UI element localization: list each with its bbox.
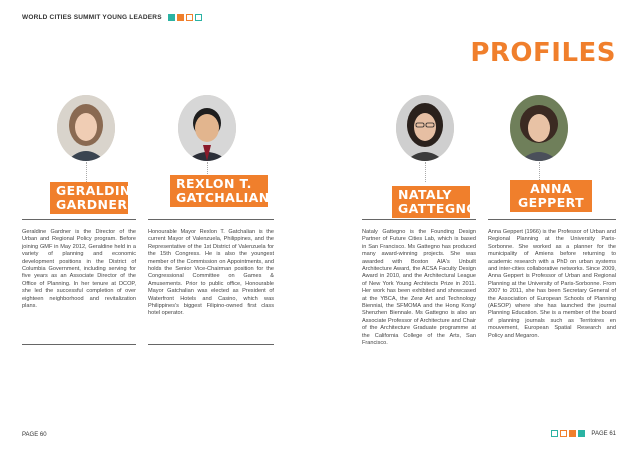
name-box-anna (510, 180, 592, 212)
profile-first-name: NATALY (398, 187, 452, 202)
divider (488, 219, 616, 220)
name-box-nataly (392, 186, 478, 218)
header-title: WORLD CITIES SUMMIT YOUNG LEADERS (22, 14, 162, 21)
connector-line (207, 162, 208, 174)
outline-square-icon (551, 430, 558, 437)
portrait-image (510, 95, 568, 161)
profile-first-name: ANNA (530, 181, 572, 196)
outline-square-icon (560, 430, 567, 437)
header-squares (168, 14, 202, 21)
portrait-image (178, 95, 236, 161)
page-number-right: PAGE 61 (591, 430, 616, 437)
teal-square-icon (168, 14, 175, 21)
profile-last-name: GATTEGNO (398, 201, 478, 216)
profile-last-name: GATCHALIAN (176, 190, 270, 205)
profile-last-name: GEPPERT (517, 195, 585, 210)
connector-line (539, 162, 540, 180)
footer-right (551, 430, 616, 437)
profile-first-name: GERALDINE (56, 183, 140, 198)
connector-line (86, 162, 87, 182)
profile-photo-nataly (396, 95, 454, 161)
name-box-geraldine (50, 182, 140, 214)
footer-squares (551, 430, 585, 437)
orange-square-icon (177, 14, 184, 21)
connector-line (425, 162, 426, 182)
divider (22, 219, 136, 220)
divider (148, 219, 274, 220)
profile-bio: Nataly Gattegno is the Founding Design Partner of Future Cities Lab, which is based in San Francisco. Ms Gattegno has produced many award-winning projects. She was awarded with Boston AIA's Unbuilt Architecture Award, the ACSA Faculty Design Award in 2010, and the Architectural League of New York Young Architects Prize in 2011. Her work has been exhibited and showcased at the YBCA, the Zerø Art and Technology Biennial, the SFMOMA and the Hong Kong/ Shenzhen Biennale. Ms Gattegno is also an Associate Professor of Architecture and Chair of the Architecture Graduate programme at the California College of the Arts, San Francisco. (362, 229, 476, 347)
divider (362, 219, 476, 220)
header (22, 14, 202, 21)
teal-square-icon (578, 430, 585, 437)
profile-bio: Anna Geppert (1966) is the Professor of Urban and Regional Planning at the University Paris-Sorbonne. She worked as a planner for the municipality of Amiens before returning to academic research with a PhD on urban systems and inter-cities collaborative networks. Since 2009, Anna Geppert is Professor of Urban and Regional Planning at the University of Paris-Sorbonne. From 2007 to 2011, she has been Secretary General of the Association of European Schools of Planning (AESOP) where she has launched the journal Planning Education. She is a member of the board of planning journals such as Territoires en mouvement, European Spatial Research and Policy and Megaron. (488, 229, 616, 339)
page-number-left: PAGE 60 (22, 432, 47, 438)
profile-bio: Geraldine Gardner is the Director of the Urban and Regional Policy program. Before joining GMF in May 2012, Geraldine held in a variety of planning and economic development positions in the District of Columbia Government, including serving for five years as an Associate Director of the Office of Planning. In her tenure at DCOP, she led the successful completion of over eighteen neighborhood and revitalization plans. (22, 229, 136, 310)
profile-photo-rexlon (178, 95, 236, 161)
name-box-rexlon (170, 175, 268, 207)
divider (148, 344, 274, 345)
outline-square-icon (186, 14, 193, 21)
page-title: PROFILES (470, 38, 616, 68)
profile-photo-anna (510, 95, 568, 161)
profile-bio: Honourable Mayor Rexlon T. Gatchalian is the current Mayor of Valenzuela, Philippines, and the Representative of the 1st District of Valenzuela for the 15th Congress. He is also the youngest member of the Commission on Appointments, and holds the Senior Vice-Chairman position for the Congressional Committee on Games & Amusements. Prior to public office, Honourable Mayor Gatchalian was elected as President of Waterfront Hotels and Casino, which was Philippines's biggest Filipino-owned first class hotel operator. (148, 229, 274, 317)
portrait-image (396, 95, 454, 161)
profile-last-name: GARDNER (56, 197, 128, 212)
portrait-image (57, 95, 115, 161)
divider (22, 344, 136, 345)
orange-square-icon (569, 430, 576, 437)
outline-square-icon (195, 14, 202, 21)
profile-photo-geraldine (57, 95, 115, 161)
profile-first-name: REXLON T. (176, 176, 252, 191)
